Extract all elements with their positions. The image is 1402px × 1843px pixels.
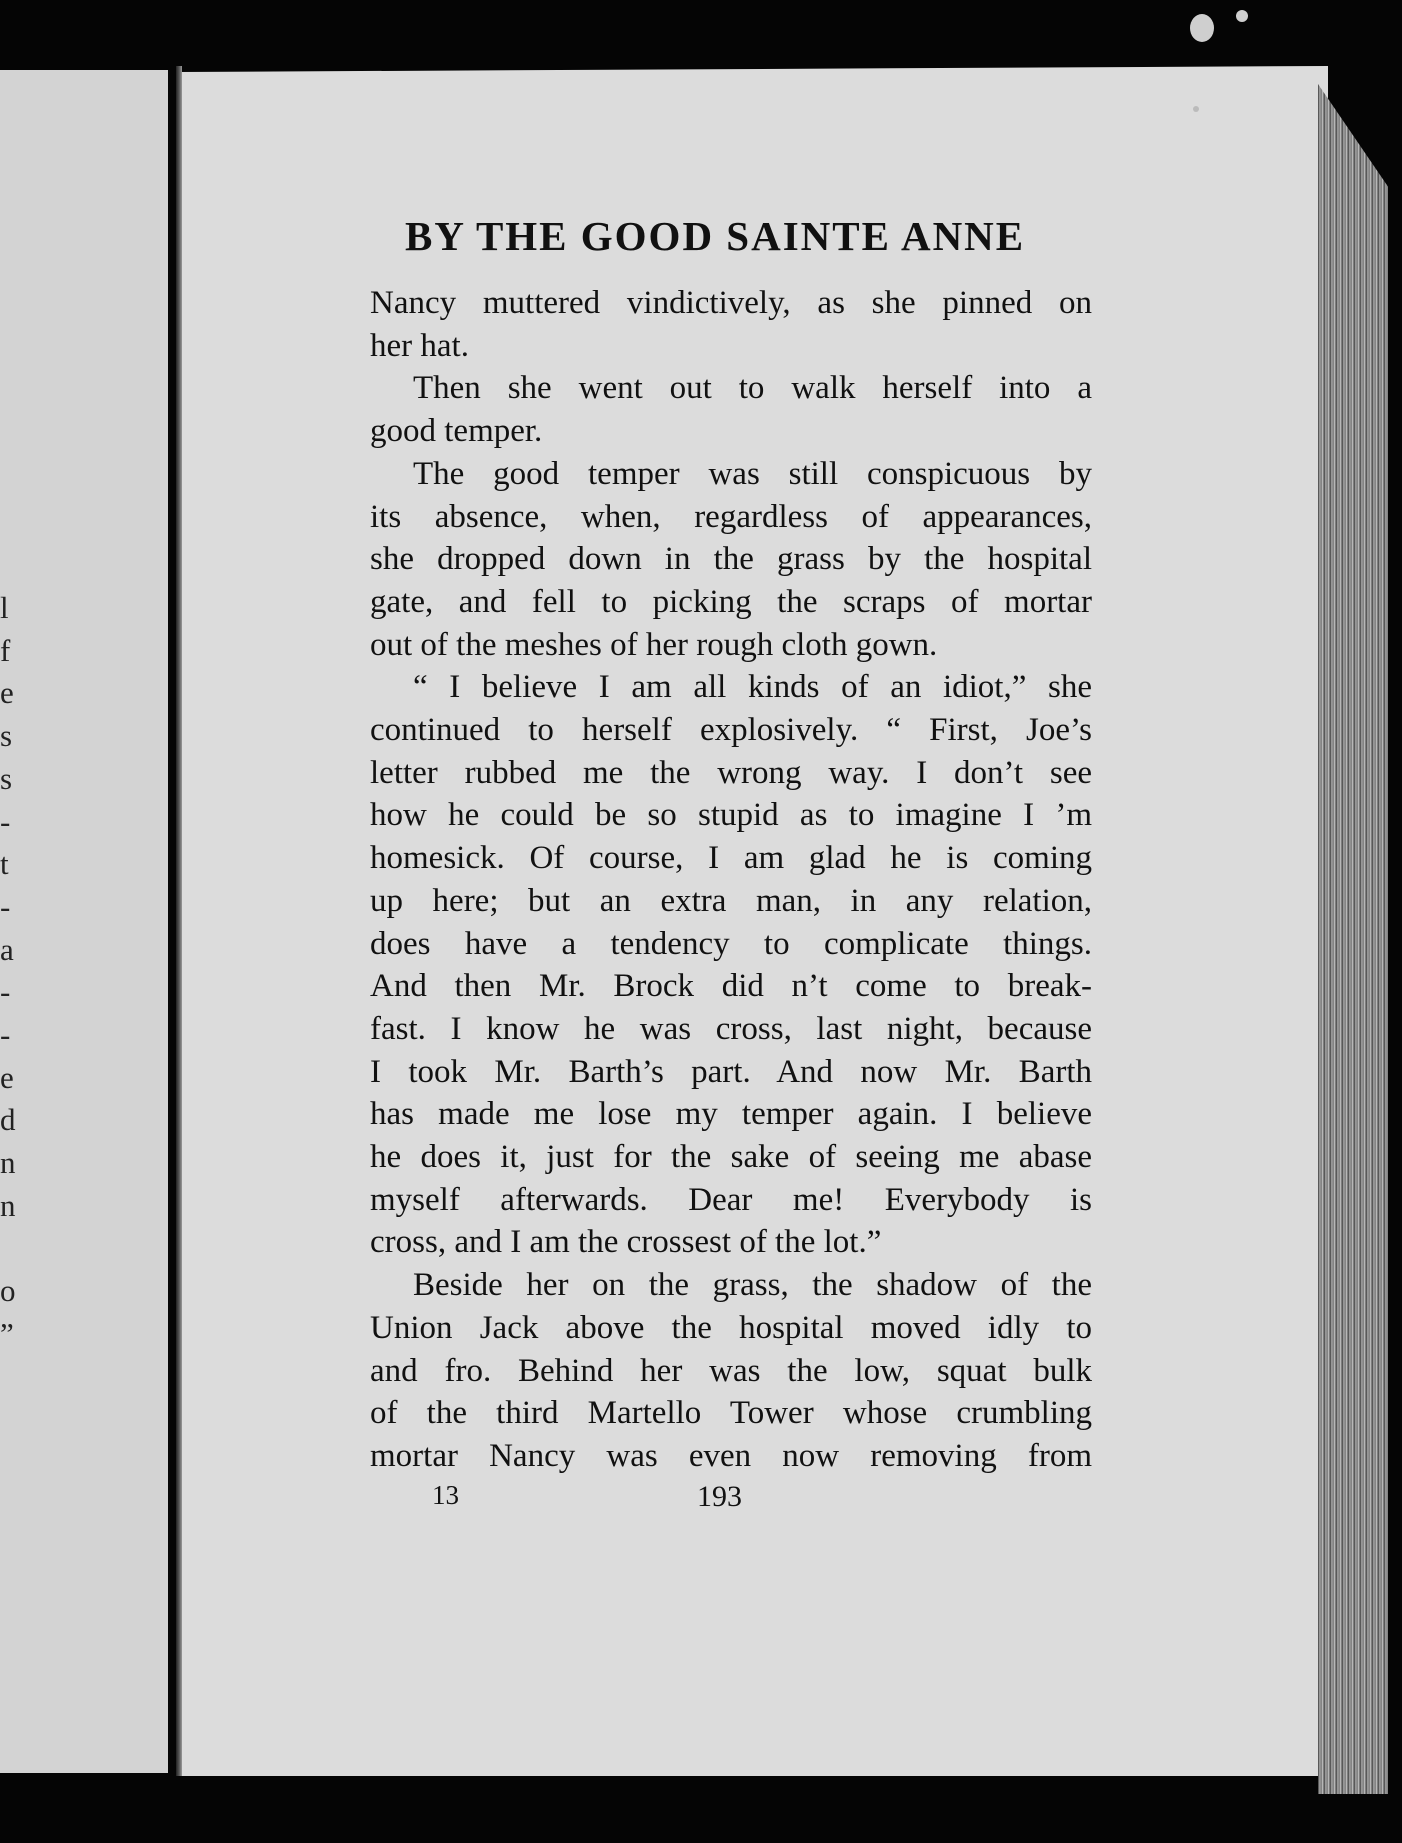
corner-blot <box>1190 14 1214 42</box>
left-page-fragment: s <box>0 760 13 796</box>
text-line: Then she went out to walk herself into a <box>413 370 1092 407</box>
text-line: homesick. Of course, I am glad he is coming <box>370 840 1092 877</box>
left-page-fragment: ” <box>0 1315 14 1351</box>
left-page-fragment: f <box>0 632 11 668</box>
text-line: out of the meshes of her rough cloth gown. <box>370 626 938 663</box>
left-page-fragment: s <box>0 718 13 754</box>
left-page-fragment: l <box>0 590 9 625</box>
text-line: and fro. Behind her was the low, squat bulk <box>370 1352 1092 1389</box>
left-page-edge <box>0 70 168 1773</box>
left-page-fragments <box>0 70 168 1773</box>
text-line: her hat. <box>370 327 469 364</box>
text-line: cross, and I am the crossest of the lot.” <box>370 1224 882 1261</box>
left-page-fragment: - <box>0 1017 11 1052</box>
text-line: how he could be so stupid as to imagine I ’m <box>370 797 1092 834</box>
left-page-fragment: e <box>0 1059 14 1095</box>
text-line: gate, and fell to picking the scraps of mortar <box>370 583 1092 620</box>
text-line: The good temper was still conspicuous by <box>413 455 1092 492</box>
text-line: he does it, just for the sake of seeing me abase <box>370 1139 1092 1176</box>
text-line: of the third Martello Tower whose crumbling <box>370 1395 1092 1432</box>
text-line: mortar Nancy was even now removing from <box>370 1437 1092 1474</box>
corner-blot <box>1236 10 1248 22</box>
text-line: I took Mr. Barth’s part. And now Mr. Barth <box>370 1053 1092 1090</box>
text-line: its absence, when, regardless of appearances, <box>370 498 1092 535</box>
left-page-fragment: e <box>0 675 14 711</box>
left-page-fragment: - <box>0 803 11 839</box>
left-page-fragment: - <box>0 974 11 1010</box>
text-line: she dropped down in the grass by the hospital <box>370 541 1092 578</box>
text-line: fast. I know he was cross, last night, because <box>370 1010 1092 1047</box>
text-line: letter rubbed me the wrong way. I don’t see <box>370 754 1092 791</box>
text-line: “ I believe I am all kinds of an idiot,” she <box>413 669 1092 706</box>
text-line: does have a tendency to complicate things. <box>370 925 1092 962</box>
page-edges <box>1318 84 1388 1794</box>
text-line: good temper. <box>370 413 543 450</box>
text-line: Union Jack above the hospital moved idly to <box>370 1309 1092 1346</box>
text-line: continued to herself explosively. “ First, Joe’s <box>370 712 1092 749</box>
text-line: has made me lose my temper again. I believe <box>370 1096 1092 1133</box>
text-line: Nancy muttered vindictively, as she pinned on <box>370 285 1092 321</box>
page-number: 193 <box>697 1480 742 1513</box>
body-text <box>370 282 1092 1478</box>
signature-mark: 13 <box>432 1480 459 1510</box>
left-page-fragment: o <box>0 1273 16 1309</box>
text-line: myself afterwards. Dear me! Everybody is <box>370 1181 1092 1218</box>
gutter-shadow <box>176 66 182 1776</box>
running-head: BY THE GOOD SAINTE ANNE <box>405 213 1026 259</box>
left-page-fragment: n <box>0 1145 16 1181</box>
left-page-fragment: - <box>0 888 11 924</box>
text-line: And then Mr. Brock did n’t come to break- <box>370 968 1092 1005</box>
left-page-fragment: d <box>0 1102 16 1138</box>
left-page-fragment: n <box>0 1187 16 1223</box>
left-page-fragment: a <box>0 931 14 967</box>
speck <box>1193 106 1199 112</box>
text-line: up here; but an extra man, in any relation, <box>370 882 1092 919</box>
text-line: Beside her on the grass, the shadow of the <box>413 1267 1092 1304</box>
left-page-fragment: t <box>0 846 9 882</box>
